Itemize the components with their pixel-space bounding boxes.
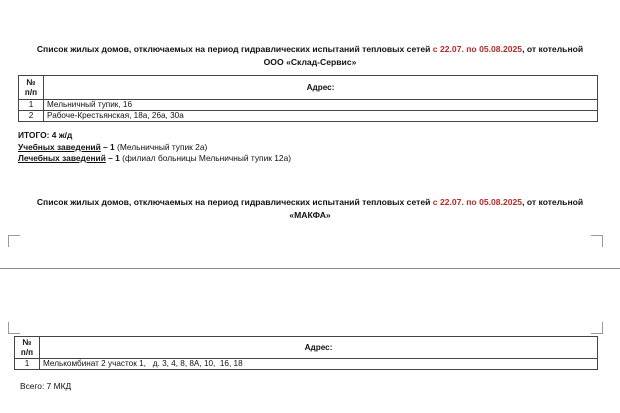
section2-title-main: Список жилых домов, отключаемых на период гидравлических испытаний тепловых сетей [36,197,433,207]
medical-label: Лечебных заведений [18,153,106,163]
table-row [19,111,598,122]
schools-value: – 1 [100,142,115,152]
row-number: 2 [19,111,44,122]
page-corner-mark [591,322,603,334]
section1-total: ИТОГО: 4 ж/д [18,130,73,140]
section1-title-dates: с 22.07. по 05.08.2025 [432,44,523,54]
row-address: Рабоче-Крестьянская, 18а, 26а, 30а [44,111,598,122]
medical-value: – 1 [105,153,120,163]
page-corner-mark [8,322,20,334]
row-number: 1 [15,359,40,370]
section1-address-table [18,75,598,122]
section1-title-tail: , от котельной ООО «Склад-Сервис» [263,44,584,67]
section2-total: Всего: 7 МКД [20,381,72,391]
num-column-header: № п/п [15,337,40,359]
num-column-header: № п/п [19,76,44,100]
schools-line [18,142,207,153]
row-number: 1 [19,100,44,111]
row-address: Мельничный тупик, 16 [44,100,598,111]
page-break-divider [0,268,620,269]
row-address: Мелькомбинат 2 участок 1, д. 3, 4, 8, 8А, 10, 16, 18 [40,359,598,370]
page-corner-mark [8,235,20,247]
address-column-header: Адрес: [44,76,598,100]
section1-title-main: Список жилых домов, отключаемых на период гидравлических испытаний тепловых сетей [36,44,433,54]
section2-title-tail: , от котельной «МАКФА» [289,197,584,220]
page-corner-mark [591,235,603,247]
schools-note: (Мельничный тупик 2а) [114,142,208,152]
section2-title [30,196,590,221]
section2-title-dates: с 22.07. по 05.08.2025 [432,197,523,207]
table-row [19,100,598,111]
medical-note: (филиал больницы Мельничный тупик 12а) [119,153,292,163]
address-column-header: Адрес: [40,337,598,359]
section2-address-table [14,336,598,370]
medical-line [18,153,291,164]
table-header-row [19,76,598,100]
table-row [15,359,598,370]
schools-label: Учебных заведений [18,142,101,152]
section1-title [30,43,590,68]
table-header-row [15,337,598,359]
